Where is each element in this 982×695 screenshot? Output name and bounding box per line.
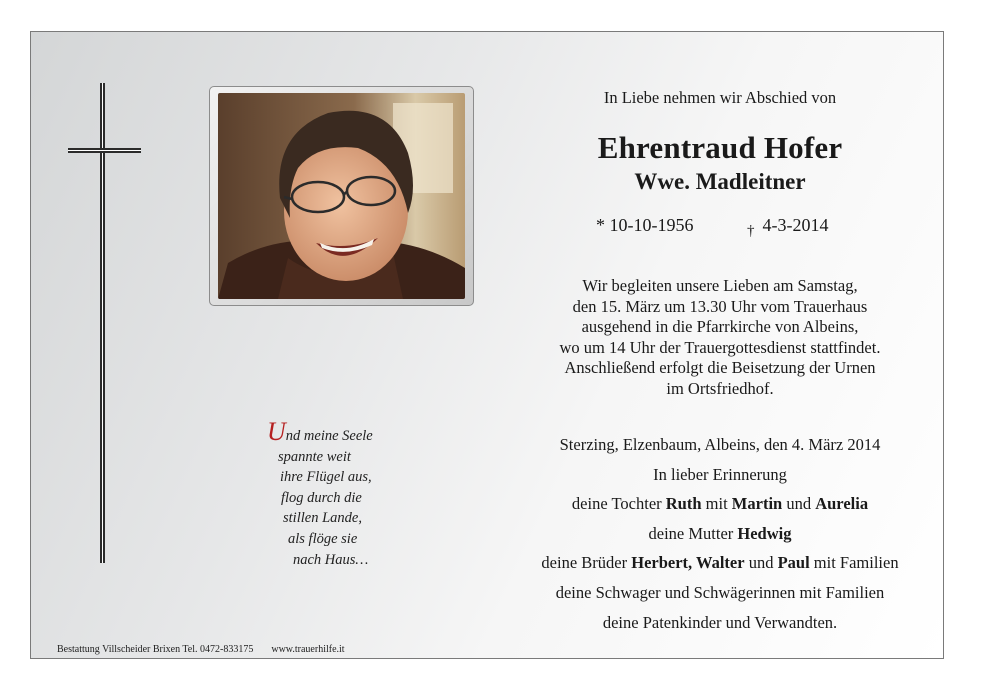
text: mit Familien: [809, 553, 899, 573]
family-list: [481, 430, 959, 637]
poem-line: stillen Lande,: [283, 510, 362, 527]
death-date-group: [747, 215, 829, 240]
death-date: 4-3-2014: [762, 215, 829, 235]
service-line: Anschließend erfolgt die Beisetzung der Urnen: [564, 358, 876, 377]
poem: [267, 417, 427, 570]
deceased-maiden-name: Wwe. Madleitner: [634, 169, 806, 194]
text: und: [782, 494, 816, 514]
name-bold: Ruth: [665, 494, 702, 514]
service-line: den 15. März um 13.30 Uhr vom Trauerhaus: [572, 296, 868, 316]
undertaker-info: Bestattung Villscheider Brixen Tel. 0472-833175: [57, 644, 254, 655]
family-godchildren: deine Patenkinder und Verwandten.: [602, 612, 838, 632]
poem-line-first: [267, 417, 427, 447]
dagger-icon: †: [747, 223, 755, 239]
name-bold: Herbert, Walter: [631, 553, 745, 573]
poem-line: nach Haus…: [293, 551, 369, 568]
service-line: ausgehend in die Pfarrkirche von Albeins,: [581, 317, 859, 336]
name-bold: Aurelia: [815, 494, 869, 514]
name-bold: Hedwig: [737, 523, 792, 543]
family-daughter: [481, 489, 959, 519]
intro-text: In Liebe nehmen wir Abschied von: [603, 88, 837, 107]
deceased-name: Ehrentraud Hofer: [597, 130, 843, 165]
family-inlaws: deine Schwager und Schwägerinnen mit Familien: [555, 582, 885, 602]
birth-date: * 10-10-1956: [596, 215, 694, 235]
text: deine Brüder: [541, 553, 632, 573]
name-bold: Paul: [777, 553, 810, 573]
service-line: im Ortsfriedhof.: [666, 378, 774, 398]
service-info: [481, 276, 959, 399]
poem-line: flog durch die: [281, 489, 362, 506]
text: mit: [701, 494, 732, 514]
service-line: Wir begleiten unsere Lieben am Samstag,: [582, 276, 858, 295]
poem-first-rest: nd meine Seele: [285, 428, 373, 444]
place-date: Sterzing, Elzenbaum, Albeins, den 4. März 2014: [559, 435, 881, 454]
cross-vertical-bar: [100, 83, 105, 563]
poem-initial: U: [267, 417, 286, 446]
cross-horizontal-bar: [68, 148, 141, 153]
portrait-illustration: [218, 93, 465, 299]
poem-line: ihre Flügel aus,: [280, 469, 372, 486]
poem-line: als flöge sie: [288, 530, 358, 547]
obituary-card: [30, 31, 944, 659]
portrait-photo: [218, 93, 465, 299]
service-line: wo um 14 Uhr der Trauergottesdienst stattfindet.: [559, 337, 881, 357]
family-brothers: [481, 548, 959, 578]
family-mother: [481, 519, 959, 549]
footer: [57, 644, 345, 655]
portrait-frame: [209, 86, 474, 306]
text: deine Tochter: [571, 494, 666, 514]
poem-line: spannte weit: [278, 448, 351, 465]
name-bold: Martin: [731, 494, 783, 514]
remembrance: In lieber Erinnerung: [653, 464, 787, 484]
website-link[interactable]: www.trauerhilfe.it: [271, 644, 345, 655]
text: und: [744, 553, 778, 573]
text: deine Mutter: [648, 523, 738, 543]
